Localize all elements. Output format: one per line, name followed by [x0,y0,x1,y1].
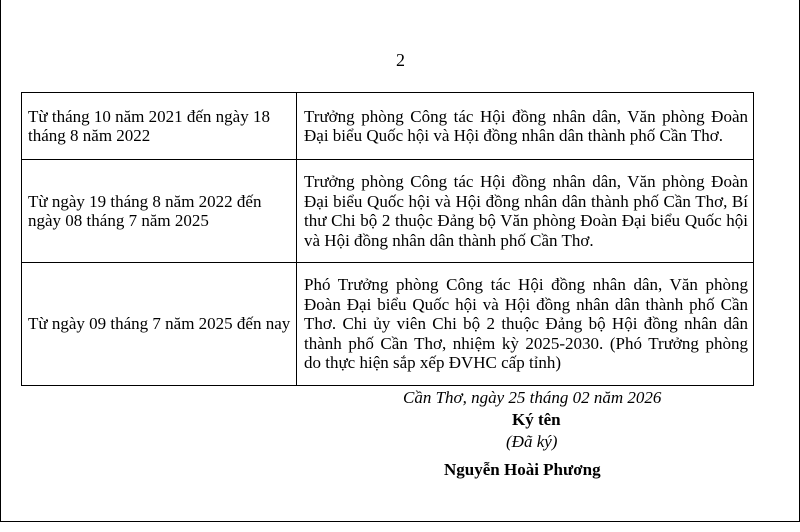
position-cell: Phó Trưởng phòng Công tác Hội đồng nhân dân, Văn phòng Đoàn Đại biểu Quốc hội và Hội đồng nhân dân thành phố Cần Thơ. Chi ủy viên Chi bộ 2 thuộc Đảng bộ Hội đồng nhân dân thành phố Cần Thơ, nhiệm kỳ 2025-2030. (Phó Trưởng phòng do thực hiện sắp xếp ĐVHC cấp tỉnh) [297,263,754,386]
period-cell: Từ ngày 09 tháng 7 năm 2025 đến nay [22,263,297,386]
signer-name: Nguyễn Hoài Phương [444,460,601,479]
position-cell: Trưởng phòng Công tác Hội đồng nhân dân, Văn phòng Đoàn Đại biểu Quốc hội và Hội đồng nhân dân thành phố Cần Thơ, Bí thư Chi bộ 2 thuộc Đảng bộ Văn phòng Đoàn Đại biểu Quốc hội và Hội đồng nhân dân thành phố Cần Thơ. [297,160,754,263]
table-row [22,93,754,160]
signature-title: Ký tên [512,410,561,429]
period-cell: Từ ngày 19 tháng 8 năm 2022 đến ngày 08 tháng 7 năm 2025 [22,160,297,263]
table-row [22,160,754,263]
position-cell: Trưởng phòng Công tác Hội đồng nhân dân, Văn phòng Đoàn Đại biểu Quốc hội và Hội đồng nhân dân thành phố Cần Thơ. [297,93,754,160]
signature-place-date: Cần Thơ, ngày 25 tháng 02 năm 2026 [403,388,662,407]
table-row [22,263,754,386]
page-number: 2 [396,50,405,70]
signature-status: (Đã ký) [506,432,558,451]
career-history-table [21,92,754,386]
period-cell: Từ tháng 10 năm 2021 đến ngày 18 tháng 8 năm 2022 [22,93,297,160]
